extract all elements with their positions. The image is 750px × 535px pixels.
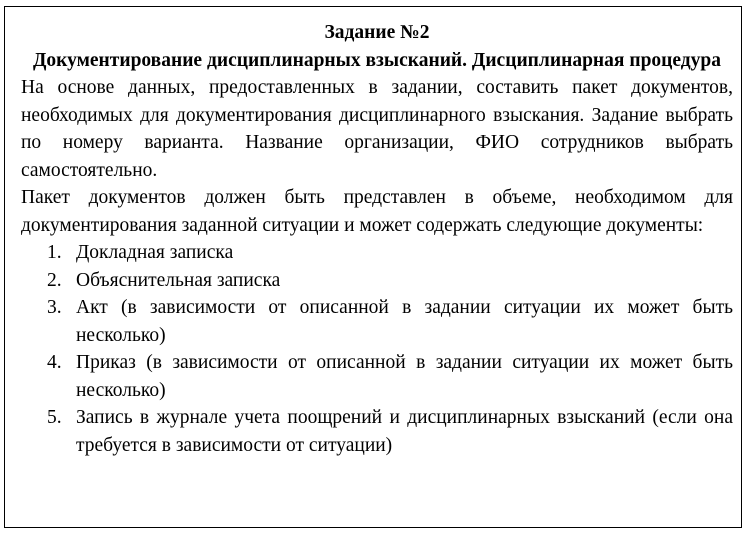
paragraph-documents-package: Пакет документов должен быть представлен в объеме, необходимом для документирования заданной ситуации и может содержать следующие документы: <box>21 187 733 236</box>
list-item <box>21 294 733 349</box>
list-item-number: 1. <box>47 242 62 263</box>
task-subtitle: Документирование дисциплинарных взысканий. Дисциплинарная процедура <box>32 49 722 71</box>
list-item <box>21 239 733 267</box>
list-item-text: Докладная записка <box>76 242 234 263</box>
paragraph-instructions: На основе данных, предоставленных в задании, составить пакет документов, необходимых для документирования дисциплинарного взыскания. Задание выбрать по номеру варианта. Название организации, ФИО сотрудников выбрать самостоятельно. <box>21 77 733 181</box>
document-body <box>21 19 733 459</box>
documents-list <box>21 239 733 459</box>
list-item-number: 3. <box>47 297 62 318</box>
list-item-text: Запись в журнале учета поощрений и дисциплинарных взысканий (если она требуется в зависимости от ситуации) <box>76 407 733 456</box>
list-item-number: 5. <box>47 407 62 428</box>
list-item-number: 2. <box>47 269 62 291</box>
list-item-text: Приказ (в зависимости от описанной в задании ситуации их может быть несколько) <box>76 352 733 401</box>
list-item-text: Объяснительная записка <box>76 269 281 291</box>
document-frame <box>4 6 742 528</box>
list-item <box>21 404 733 459</box>
task-title: Задание №2 <box>324 22 430 43</box>
list-item <box>21 349 733 404</box>
list-item <box>21 267 733 295</box>
list-item-text: Акт (в зависимости от описанной в задании ситуации их может быть несколько) <box>76 297 733 346</box>
list-item-number: 4. <box>47 352 62 373</box>
